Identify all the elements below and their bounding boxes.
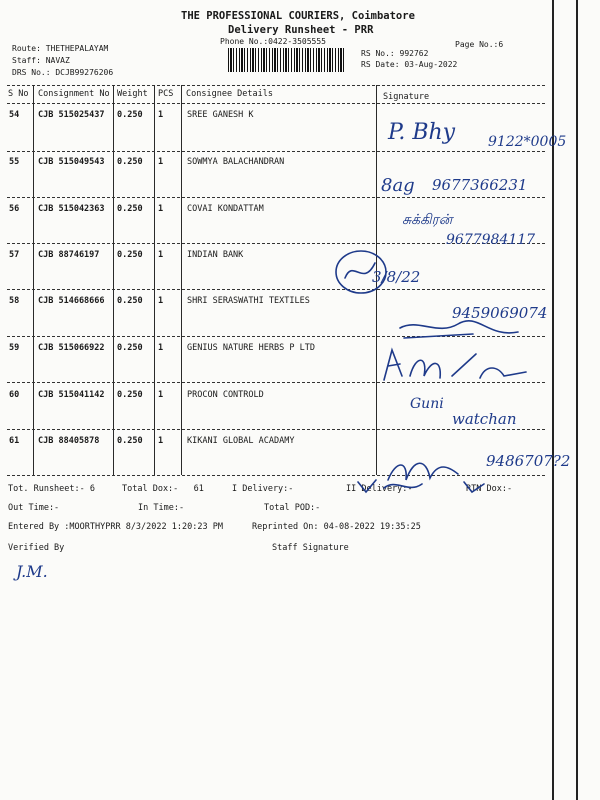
col-consignment: Consignment No — [38, 89, 110, 99]
entered-by: Entered By :MOORTHYPRR 8/3/2022 1:20:23 PM — [8, 522, 223, 532]
row-consignee: SHRI SERASWATHI TEXTILES — [187, 296, 310, 306]
rs-number: RS No.: 992762 — [361, 49, 429, 58]
row-sno: 59 — [9, 343, 20, 353]
handwritten-phone: 9459069074 — [452, 304, 548, 322]
row-weight: 0.250 — [117, 343, 143, 353]
handwritten-signature: 8ag — [381, 175, 415, 196]
row-rule — [7, 429, 545, 430]
drs-number: DRS No.: DCJB99276206 — [12, 68, 114, 77]
row-sno: 60 — [9, 390, 20, 400]
handwritten-scribble — [380, 346, 535, 386]
row-sno: 56 — [9, 204, 20, 214]
col-weight: Weight — [117, 89, 148, 99]
handwritten-date: 3/8/22 — [372, 268, 421, 286]
row-weight: 0.250 — [117, 390, 143, 400]
col-divider — [181, 85, 182, 475]
row-consignment: CJB 88746197 — [38, 250, 100, 260]
row-consignment: CJB 515042363 — [38, 204, 105, 214]
total-pod: Total POD:- — [264, 503, 321, 513]
row-weight: 0.250 — [117, 157, 143, 167]
row-weight: 0.250 — [117, 436, 143, 446]
page-edge — [552, 0, 554, 800]
row-consignee: SREE GANESH K — [187, 110, 254, 120]
verified-by: Verified By — [8, 543, 65, 553]
col-signature: Signature — [383, 92, 430, 102]
page-edge — [576, 0, 578, 800]
row-consignment: CJB 515025437 — [38, 110, 105, 120]
row-consignment: CJB 515049543 — [38, 157, 105, 167]
row-rule — [7, 151, 545, 152]
handwritten-signature: P. Bhy — [388, 120, 456, 145]
row-rule — [7, 197, 545, 198]
second-delivery: II Delivery:- — [346, 484, 413, 494]
col-consignee: Consignee Details — [186, 89, 273, 99]
row-sno: 57 — [9, 250, 20, 260]
reprinted-on: Reprinted On: 04-08-2022 19:35:25 — [252, 522, 421, 532]
table-header-rule — [7, 103, 545, 104]
in-time: In Time:- — [138, 503, 185, 513]
total-dox: Total Dox:- 61 — [122, 484, 204, 494]
handwritten-phone: 9677366231 — [432, 176, 528, 194]
col-pcs: PCS — [158, 89, 174, 99]
handwritten-note: watchan — [452, 410, 517, 428]
row-pcs: 1 — [158, 436, 164, 446]
col-divider — [113, 85, 114, 475]
row-weight: 0.250 — [117, 110, 143, 120]
route: Route: THETHEPALAYAM — [12, 44, 109, 53]
company-name: THE PROFESSIONAL COURIERS, Coimbatore — [181, 10, 415, 22]
row-pcs: 1 — [158, 296, 164, 306]
handwritten-signature: Guni — [410, 396, 444, 412]
handwritten-scribble — [462, 480, 492, 496]
staff: Staff: NAVAZ — [12, 56, 70, 65]
phone-number: Phone No.:0422-3505555 — [220, 37, 326, 46]
row-pcs: 1 — [158, 343, 164, 353]
col-sno: S No — [8, 89, 29, 99]
handwritten-signature: J.M. — [16, 562, 48, 581]
row-consignee: PROCON CONTROLD — [187, 390, 264, 400]
row-pcs: 1 — [158, 110, 164, 120]
row-consignee: SOWMYA BALACHANDRAN — [187, 157, 285, 167]
row-sno: 54 — [9, 110, 20, 120]
handwritten-phone: 9122*0005 — [488, 134, 567, 150]
table-top-rule — [7, 85, 545, 86]
runsheet-title: Delivery Runsheet - PRR — [228, 24, 374, 36]
row-sno: 61 — [9, 436, 20, 446]
total-runsheet: Tot. Runsheet:- 6 — [8, 484, 95, 494]
row-pcs: 1 — [158, 204, 164, 214]
row-sno: 55 — [9, 157, 20, 167]
row-weight: 0.250 — [117, 204, 143, 214]
row-consignment: CJB 88405878 — [38, 436, 100, 446]
staff-signature-label: Staff Signature — [272, 543, 349, 553]
row-consignee: COVAI KONDATTAM — [187, 204, 264, 214]
handwritten-phone: 9486707?2 — [486, 452, 571, 470]
row-weight: 0.250 — [117, 250, 143, 260]
row-consignee: GENIUS NATURE HERBS P LTD — [187, 343, 315, 353]
row-pcs: 1 — [158, 390, 164, 400]
row-consignee: INDIAN BANK — [187, 250, 244, 260]
row-pcs: 1 — [158, 250, 164, 260]
rtn-dox: RTN Dox:- — [466, 484, 513, 494]
handwritten-scribble — [356, 474, 426, 496]
handwritten-phone: 9677984117 — [446, 232, 536, 248]
out-time: Out Time:- — [8, 503, 60, 513]
rs-date: RS Date: 03-Aug-2022 — [361, 60, 458, 69]
row-pcs: 1 — [158, 157, 164, 167]
row-sno: 58 — [9, 296, 20, 306]
row-consignment: CJB 515066922 — [38, 343, 105, 353]
barcode — [228, 48, 346, 72]
handwritten-scribble — [398, 318, 523, 348]
first-delivery: I Delivery:- — [232, 484, 294, 494]
col-divider — [154, 85, 155, 475]
page-number: Page No.:6 — [455, 40, 504, 49]
row-consignment: CJB 515041142 — [38, 390, 105, 400]
row-consignment: CJB 514668666 — [38, 296, 105, 306]
handwritten-signature: சுக்கிரன் — [402, 212, 453, 228]
row-rule — [7, 289, 545, 290]
row-weight: 0.250 — [117, 296, 143, 306]
col-divider — [33, 85, 34, 475]
row-consignee: KIKANI GLOBAL ACADAMY — [187, 436, 295, 446]
